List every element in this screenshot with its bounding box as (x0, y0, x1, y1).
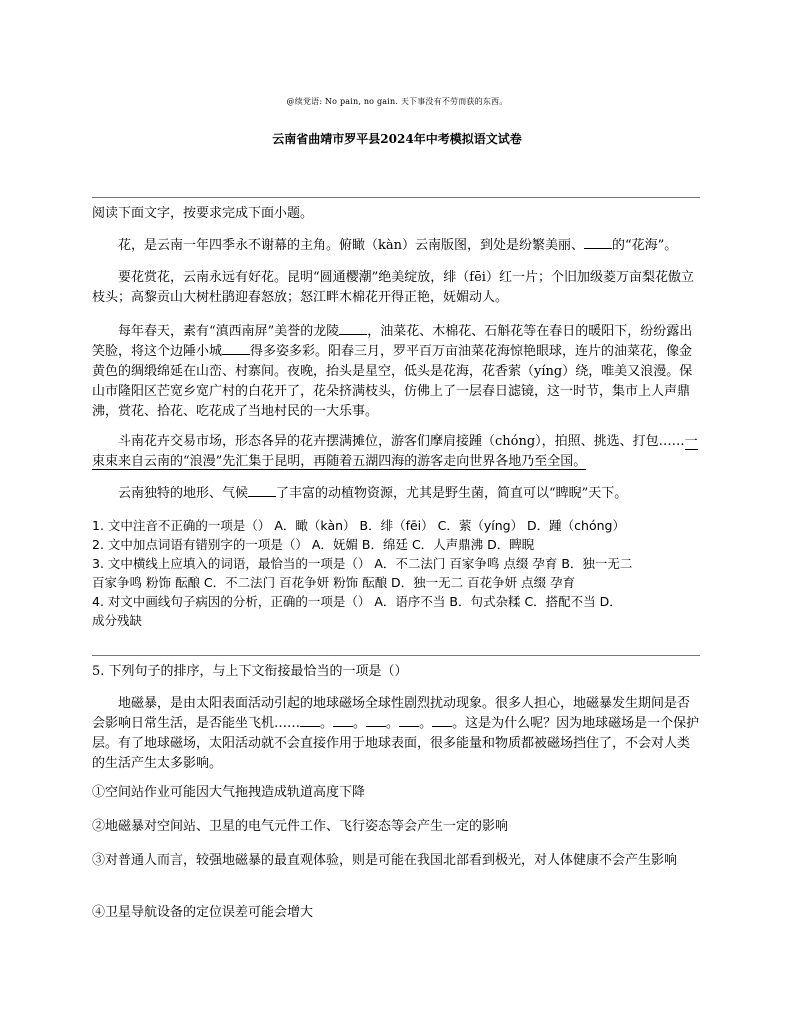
header-motto: @续党语: No pain, no gain. 天下事没有不劳而获的东西。 (286, 97, 508, 106)
blank-7 (366, 714, 386, 727)
p1-text-a: 花，是云南一年四季永不谢幕的主角。俯瞰（kàn）云南版图，到处是纷繁美丽、 (118, 238, 585, 253)
blank-6 (333, 714, 353, 727)
geo-text-b: 。这是为什么呢？因为地球磁场是一个保护层。有了地球磁场，太阳活动就不会直接作用于地球表面，很多能量和物质都被磁场挡住了，不会对人类的生活产生太多影响。 (92, 716, 700, 771)
question-2: 2. 文中加点词语有错别字的一项是（） A．妩媚 B．绵廷 C．人声鼎沸 D．睥睨 (92, 537, 535, 552)
option-3-text: ③对普通人而言，较强地磁暴的最直观体验，则是可能在我国北部看到极光，对人体健康不会产生影响 (92, 853, 678, 868)
p3-text-c: 得多姿多彩。阳春三月，罗平百万亩油菜花海惊艳眼球，连片的油菜花，像金黄色的绸缎绵延在山峦、村寨间。夜晚，抬头是星空，低头是花海，花香萦（yíng）绕，唯美又浪漫。保山市隆阳区芒宽乡宽广村的白花开了，花朵挤满枝头，仿佛上了一层春日滤镜，这一时节，集市上人声鼎沸，赏花、拾花、吃花成了当地村民的一大乐事。 (92, 344, 693, 419)
sep-3: 。 (386, 716, 400, 731)
geo-text-a: 地磁暴，是由太阳表面活动引起的地球磁场全球性剧烈扰动现象。很多人担心，地磁暴发生期间是否会影响日常生活，是否能坐飞机…… (92, 696, 691, 731)
divider-middle (92, 655, 700, 656)
blank-5 (300, 714, 320, 727)
blank-1 (584, 236, 612, 249)
blank-4 (248, 484, 276, 497)
blank-8 (399, 714, 419, 727)
p3-text-a: 每年春天，素有“滇西南屏”美誉的龙陵 (118, 324, 340, 339)
questions-1-4 (92, 516, 700, 630)
paragraph-4 (92, 432, 700, 472)
paragraph-2 (92, 268, 700, 308)
p5-text-a: 云南独特的地形、气候 (118, 486, 249, 501)
question-1: 1. 文中注音不正确的一项是（） A．瞰（kàn） B．绯（fēi） C．萦（yíng） D．踵（chóng） (92, 518, 625, 533)
question-4-line-2: 成分残缺 (92, 613, 143, 628)
divider-top (92, 197, 700, 198)
sep-2: 。 (353, 716, 367, 731)
paragraph-3 (92, 322, 700, 422)
question-3-line-1: 3. 文中横线上应填入的词语，最恰当的一项是（） A．不二法门 百家争鸣 点缀 孕育 B．独一无二 (92, 556, 633, 571)
option-4-text: ④卫星导航设备的定位误差可能会增大 (92, 905, 314, 920)
p2-text: 要花赏花，云南永远有好花。昆明“圆通樱潮”绝美绽放，绯（fēi）红一片；个旧加级菱万亩梨花傲立枝头；高黎贡山大树杜鹃迎春怒放；怒江畔木棉花开得正艳，妩媚动人。 (92, 270, 694, 305)
p4-text-a: 斗南花卉交易市场，形态各异的花卉摆满摊位，游客们摩肩接踵（chóng），拍照、挑选、打包…… (118, 434, 685, 449)
blank-2 (339, 322, 367, 335)
p3-text-b: ，油菜花、木棉花、石斛花等在春日的暖阳下，纷纷露出笑脸，将这个边陲小城 (92, 324, 693, 359)
section-reading (92, 204, 700, 224)
p1-text-b: 的“花海”。 (612, 238, 678, 253)
geomagnetic-paragraph (92, 694, 700, 774)
question-4-line-1: 4. 对文中画线句子病因的分析，正确的一项是（） A．语序不当 B．句式杂糅 C．搭配不当 D． (92, 594, 622, 609)
p4-underlined-sentence: 一束束来自云南的“浪漫”先汇集于昆明，再随着五湖四海的游客走向世界各地乃至全国。 (92, 434, 698, 469)
option-1 (92, 783, 700, 803)
sep-1: 。 (320, 716, 334, 731)
paragraph-5 (92, 484, 700, 504)
paragraph-1 (92, 236, 700, 256)
option-1-text: ①空间站作业可能因大气拖拽造成轨道高度下降 (92, 785, 366, 800)
p5-text-b: 了丰富的动植物资源，尤其是野生菌，简直可以“睥睨”天下。 (276, 486, 628, 501)
option-2-text: ②地磁暴对空间站、卫星的电气元件工作、飞行姿态等会产生一定的影响 (92, 819, 509, 834)
question-3-line-2: 百家争鸣 粉饰 酝酿 C．不二法门 百花争妍 粉饰 酝酿 D．独一无二 百花争妍 点缀 孕育 (92, 575, 576, 590)
question-5 (92, 662, 700, 682)
sep-4: 。 (419, 716, 433, 731)
option-3 (92, 851, 700, 871)
option-2 (92, 817, 700, 837)
blank-3 (222, 342, 250, 355)
page-title: 云南省曲靖市罗平县2024年中考模拟语文试卷 (272, 132, 522, 146)
instruction-text: 阅读下面文字，按要求完成下面小题。 (92, 206, 314, 221)
blank-9 (432, 714, 452, 727)
question-5-prompt: 5. 下列句子的排序，与上下文衔接最恰当的一项是（） (92, 664, 408, 679)
option-4 (92, 903, 700, 923)
